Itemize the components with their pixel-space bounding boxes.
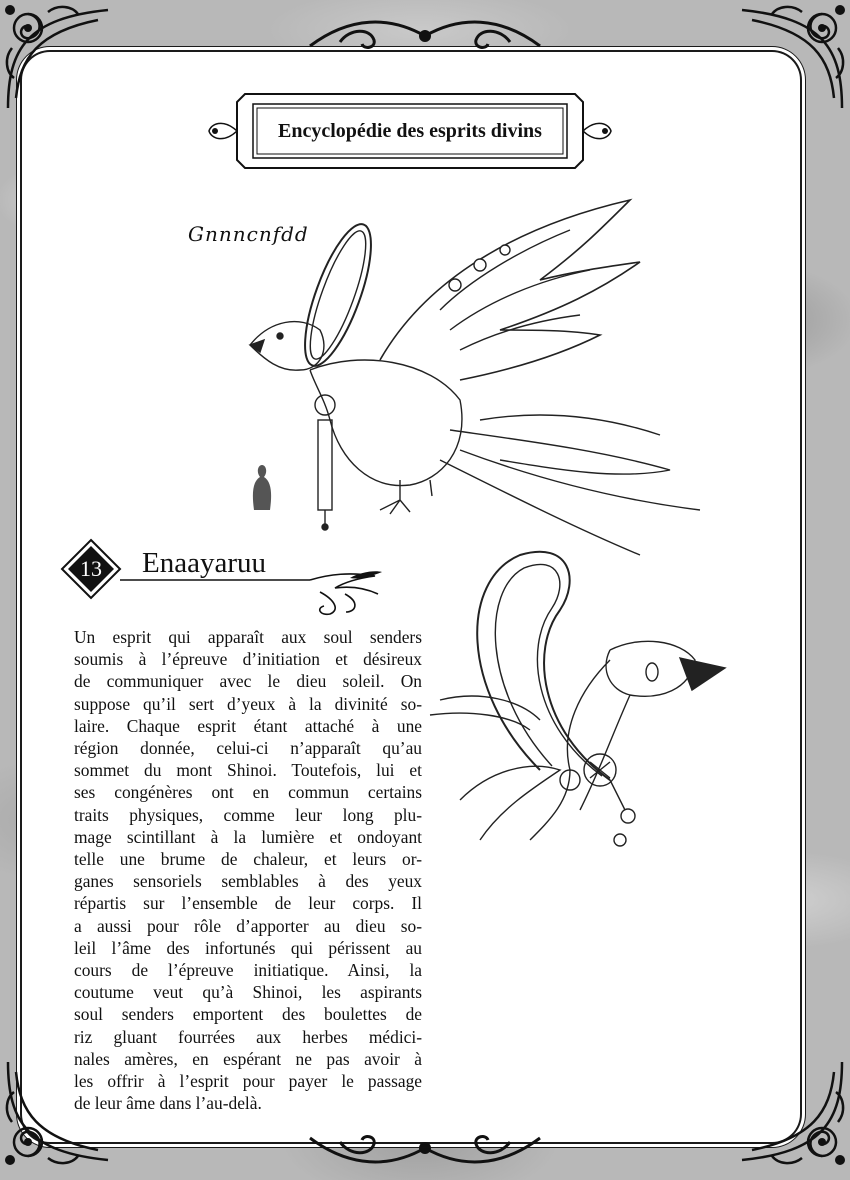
page-title: Encyclopédie des esprits divins bbox=[278, 119, 542, 142]
description-line: de leur âme dans l’au-delà. bbox=[74, 1093, 262, 1114]
description-line: de communiquer avec le dieu soleil. On bbox=[74, 671, 422, 692]
phoenix-closeup-illustration bbox=[420, 540, 740, 880]
entry-name: Enaayaruu bbox=[142, 547, 266, 579]
description-line: Un esprit qui apparaît aux soul senders bbox=[74, 627, 422, 647]
entry-flourish-rule bbox=[120, 570, 390, 620]
entry-description bbox=[74, 626, 422, 1114]
description-line: suppose qu’il sert d’yeux à la divinité so- bbox=[74, 693, 422, 714]
description-line: soumis à l’épreuve d’initiation et désireux bbox=[74, 649, 422, 670]
entry-number: 13 bbox=[80, 556, 102, 581]
description-line: soul senders emportent des boulettes de bbox=[74, 1004, 422, 1025]
description-line: ganes sensoriels semblables à des yeux bbox=[74, 871, 422, 892]
top-scroll-ornament bbox=[300, 6, 550, 56]
description-line: a aussi pour rôle d’apporter au dieu so- bbox=[74, 915, 422, 936]
description-line: ses congénères ont en commun certains bbox=[74, 782, 422, 803]
description-line: laire. Chaque esprit étant attaché à une bbox=[74, 715, 422, 736]
corner-ornament-top-left bbox=[0, 0, 118, 118]
description-line: riz gluant fourrées aux herbes médici- bbox=[74, 1026, 422, 1047]
spirit-script-caption: Gnnncnfdd bbox=[188, 222, 309, 246]
description-line: traits physiques, comme leur long plu- bbox=[74, 804, 422, 825]
description-line: telle une brume de chaleur, et leurs or- bbox=[74, 849, 422, 870]
description-line: leil l’âme des infortunés qui périssent au bbox=[74, 937, 422, 958]
description-line: répartis sur l’ensemble de leur corps. Il bbox=[74, 893, 422, 914]
description-line: sommet du mont Shinoi. Toutefois, lui et bbox=[74, 760, 422, 781]
corner-ornament-bottom-right bbox=[732, 1052, 850, 1172]
phoenix-illustration bbox=[240, 190, 720, 560]
bottom-scroll-ornament bbox=[300, 1128, 550, 1178]
description-line: coutume veut qu’à Shinoi, les aspirants bbox=[74, 982, 422, 1003]
description-line: cours de l’épreuve initiatique. Ainsi, la bbox=[74, 960, 422, 981]
description-line: nales amères, en espérant ne pas avoir à bbox=[74, 1048, 422, 1069]
title-plaque bbox=[205, 88, 615, 174]
corner-ornament-top-right bbox=[732, 0, 850, 118]
description-line: mage scintillant à la lumière et ondoyant bbox=[74, 826, 422, 847]
description-line: région donnée, celui-ci n’apparaît qu’au bbox=[74, 738, 422, 759]
description-line: les offrir à l’esprit pour payer le passage bbox=[74, 1071, 422, 1092]
